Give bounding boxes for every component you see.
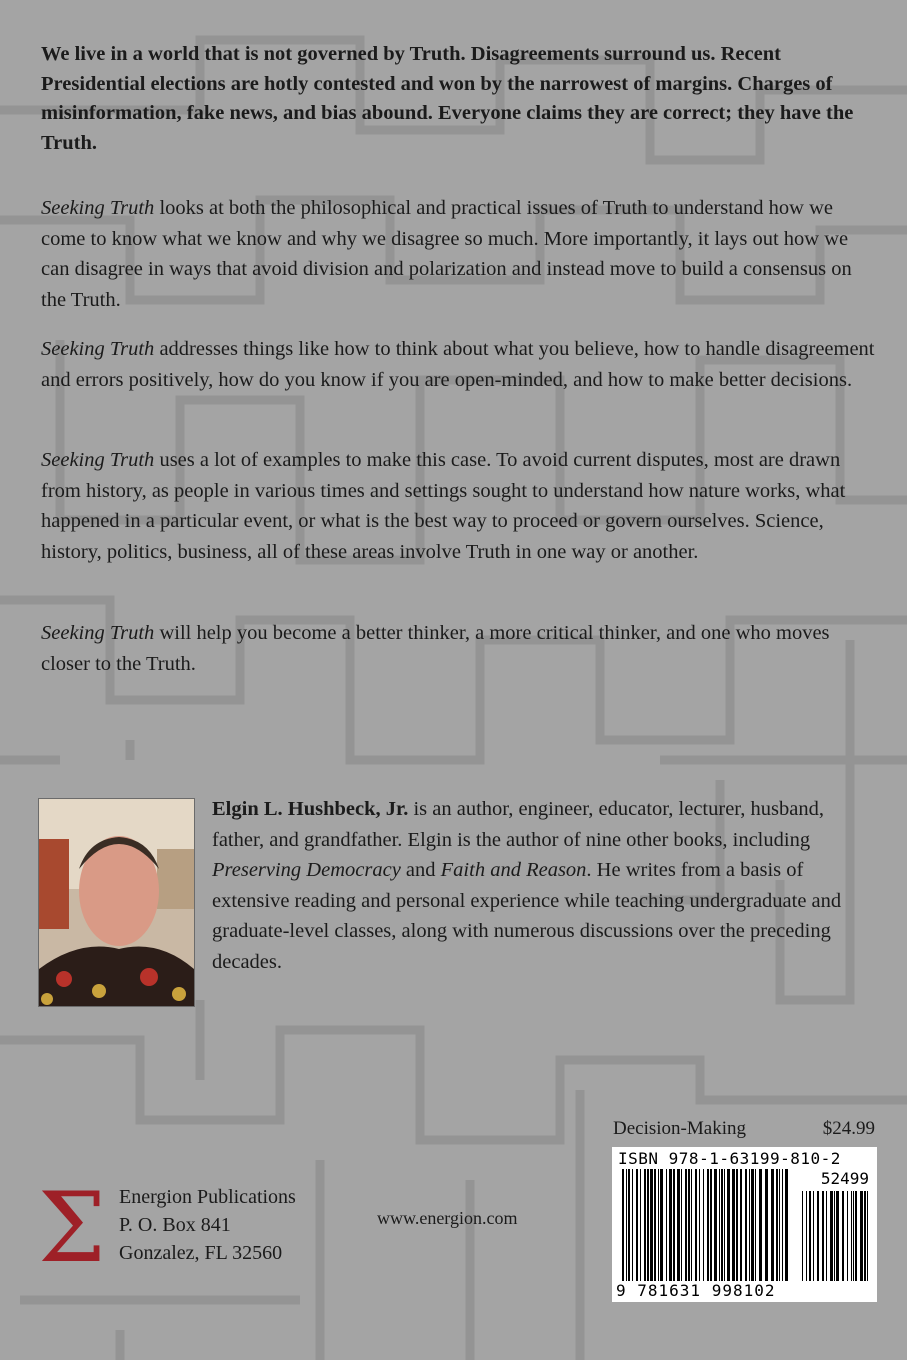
website-link[interactable]: www.energion.com — [377, 1208, 518, 1228]
paragraph-text: will help you become a better thinker, a more critical thinker, and one who moves closer to the Truth. — [41, 622, 830, 675]
barcode-bar — [714, 1169, 717, 1281]
barcode-addon-bar — [842, 1191, 844, 1281]
barcode-bar — [699, 1169, 700, 1281]
barcode-addon-bar — [855, 1191, 857, 1281]
barcode-addon-digits: 52499 — [820, 1169, 869, 1188]
barcode-bar — [771, 1169, 774, 1281]
barcode-bar — [626, 1169, 627, 1281]
barcode-addon-bar — [853, 1191, 854, 1281]
barcode-addon-bar — [826, 1191, 827, 1281]
barcode-bar — [755, 1169, 756, 1281]
barcode-bar — [681, 1169, 682, 1281]
price-label: $24.99 — [822, 1118, 875, 1139]
barcode-bar — [719, 1169, 720, 1281]
isbn-text: ISBN 978-1-63199-810-2 — [618, 1149, 841, 1168]
barcode-addon-bar — [830, 1191, 833, 1281]
barcode-bar — [710, 1169, 712, 1281]
barcode-bar — [785, 1169, 788, 1281]
barcode-addon-bar — [813, 1191, 814, 1281]
publisher-address-line: Gonzalez, FL 32560 — [119, 1242, 283, 1264]
bio-text: and — [400, 859, 441, 881]
barcode-addon-bar — [806, 1191, 807, 1281]
barcode-bar — [677, 1169, 680, 1281]
paragraph-text: addresses things like how to think about what you believe, how to handle disagreement and errors positively, how do you know if you are open-minded, and how to make better decisions. — [41, 338, 875, 391]
barcode-bar — [632, 1169, 633, 1281]
barcode-bar — [628, 1169, 630, 1281]
author-photo — [38, 798, 195, 1007]
description-paragraph-3 — [41, 445, 881, 567]
paragraph-text: looks at both the philosophical and practical issues of Truth to understand how we come to know what we know and why we disagree so much. More importantly, it lays out how we can disagree in ways that avoid division and polarization and instead move to build a consensus on the Truth. — [41, 197, 852, 311]
lead-paragraph: We live in a world that is not governed by Truth. Disagreements surround us. Recent Presidential elections are hotly contested and won by the narrowest of margins. Charges of misinformation, fake news, and bias abound. Everyone claims they are correct; they have the Truth. — [41, 43, 854, 154]
barcode-bar — [751, 1169, 754, 1281]
bio-text: . He writes from a basis of extensive reading and personal experience while teaching undergraduate and graduate-level classes, along with numerous discussions over the preceding decades. — [212, 859, 842, 973]
barcode-addon-bar — [836, 1191, 839, 1281]
barcode-bar — [779, 1169, 780, 1281]
barcode-bar — [691, 1169, 692, 1281]
author-bio — [212, 794, 862, 977]
description-paragraph-2 — [41, 334, 881, 395]
barcode-addon-bar — [817, 1191, 819, 1281]
barcode-addon-bar — [864, 1191, 866, 1281]
publisher-logo-icon: Σ — [38, 1172, 106, 1284]
barcode-bar — [703, 1169, 704, 1281]
barcode-bar — [685, 1169, 687, 1281]
barcode — [612, 1147, 877, 1302]
barcode-bar — [765, 1169, 768, 1281]
book-title: Faith and Reason — [440, 859, 587, 881]
barcode-bar — [707, 1169, 709, 1281]
barcode-bar — [622, 1169, 624, 1281]
barcode-addon-bar — [834, 1191, 835, 1281]
description-paragraph-1 — [41, 193, 881, 315]
barcode-addon-bar — [822, 1191, 824, 1281]
barcode-addon-bar — [809, 1191, 811, 1281]
barcode-bar — [724, 1169, 725, 1281]
barcode-bar — [636, 1169, 638, 1281]
barcode-bar — [647, 1169, 649, 1281]
barcode-bar — [666, 1169, 667, 1281]
barcode-bar — [782, 1169, 783, 1281]
barcode-bar — [644, 1169, 646, 1281]
bio-text: is an author, engineer, educator, lecturer, husband, father, and grandfather. Elgin is the author of nine other books, including — [212, 798, 825, 851]
barcode-bar — [759, 1169, 762, 1281]
barcode-digits: 9 781631 998102 — [616, 1281, 776, 1300]
barcode-addon-bar — [802, 1191, 803, 1281]
barcode-bar — [660, 1169, 663, 1281]
barcode-addon-bar — [867, 1191, 868, 1281]
category-label: Decision-Making — [613, 1118, 746, 1139]
barcode-bar — [732, 1169, 735, 1281]
barcode-bar — [688, 1169, 690, 1281]
barcode-bar — [745, 1169, 747, 1281]
book-title: Seeking Truth — [41, 449, 155, 471]
barcode-addon-bar — [851, 1191, 852, 1281]
barcode-bar — [740, 1169, 742, 1281]
book-title: Seeking Truth — [41, 338, 155, 360]
barcode-bar — [695, 1169, 697, 1281]
book-title: Seeking Truth — [41, 197, 155, 219]
barcode-bar — [776, 1169, 778, 1281]
barcode-bar — [654, 1169, 656, 1281]
barcode-bar — [640, 1169, 641, 1281]
barcode-addon-bar — [860, 1191, 863, 1281]
barcode-bar — [749, 1169, 750, 1281]
barcode-bars — [612, 1147, 877, 1302]
barcode-bar — [721, 1169, 723, 1281]
publisher-address — [119, 1183, 296, 1267]
publisher-address-line: P. O. Box 841 — [119, 1214, 231, 1236]
paragraph-text: uses a lot of examples to make this case. To avoid current disputes, most are drawn from history, as people in various times and settings sought to understand how nature works, what happened in a particular event, or what is the best way to proceed or govern ourselves. Science, history, politics, business, all of these areas involve Truth in one way or another. — [41, 449, 846, 563]
barcode-addon-bar — [847, 1191, 848, 1281]
barcode-bar — [727, 1169, 730, 1281]
barcode-bar — [658, 1169, 659, 1281]
barcode-bar — [673, 1169, 675, 1281]
book-title: Preserving Democracy — [212, 859, 401, 881]
barcode-bar — [736, 1169, 738, 1281]
book-title: Seeking Truth — [41, 622, 155, 644]
author-name: Elgin L. Hushbeck, Jr. — [212, 798, 409, 820]
description-paragraph-4 — [41, 618, 881, 679]
barcode-bar — [669, 1169, 672, 1281]
barcode-bar — [650, 1169, 653, 1281]
publisher-name: Energion Publications — [119, 1186, 296, 1208]
